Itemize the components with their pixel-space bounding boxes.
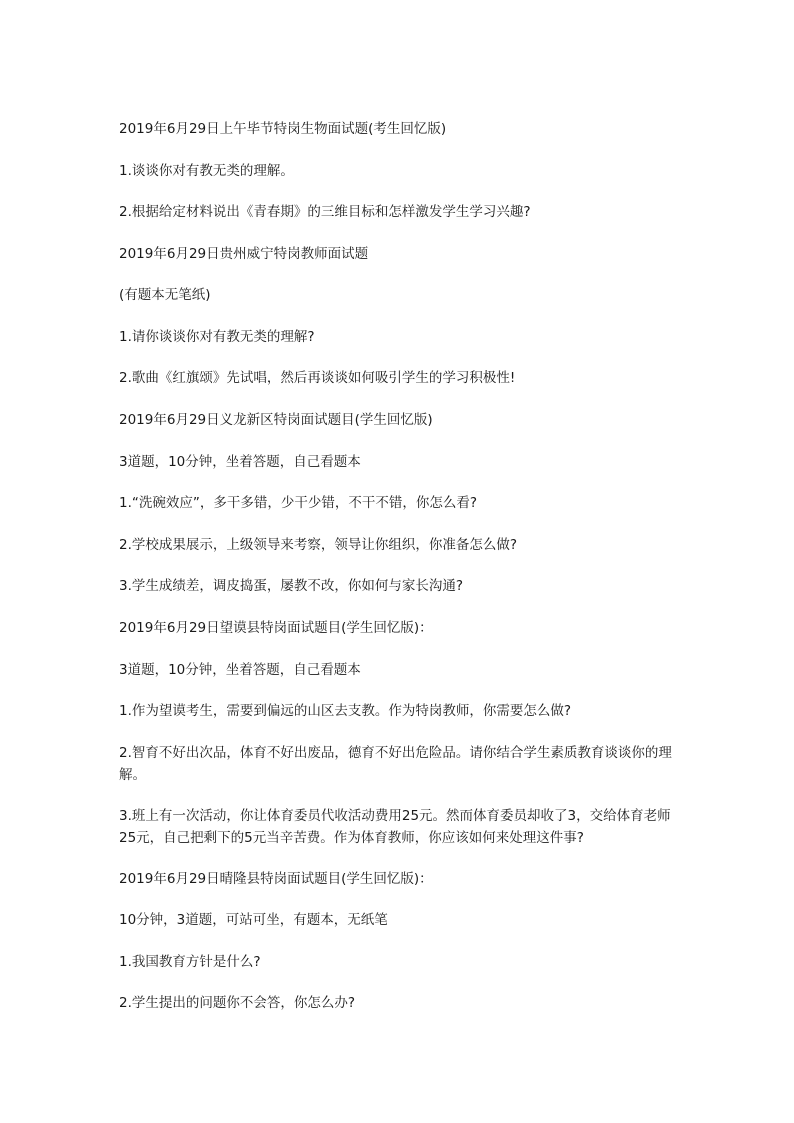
question-line: 2.学校成果展示，上级领导来考察，领导让你组织，你准备怎么做? (119, 537, 518, 553)
note-line: 3道题，10分钟，坐着答题，自己看题本 (119, 662, 361, 678)
note-line: 3道题，10分钟，坐着答题，自己看题本 (119, 454, 361, 470)
question-line: 2.学生提出的问题你不会答，你怎么办? (119, 995, 356, 1011)
question-line: 1.作为望谟考生，需要到偏远的山区去支教。作为特岗教师，你需要怎么做? (119, 703, 572, 719)
question-line: 1.“洗碗效应”，多干多错，少干少错，不干不错，你怎么看? (119, 495, 478, 511)
question-line: 1.请你谈谈你对有教无类的理解? (119, 329, 315, 345)
section-heading-yilong: 2019年6月29日义龙新区特岗面试题目(学生回忆版) (119, 412, 433, 428)
question-line: 3.学生成绩差，调皮捣蛋，屡教不改，你如何与家长沟通? (119, 578, 464, 594)
question-line: 2.根据给定材料说出《青春期》的三维目标和怎样激发学生学习兴趣? (119, 204, 531, 220)
question-line: 2.智育不好出次品，体育不好出废品，德育不好出危险品。请你结合学生素质教育谈谈你的理解。 (119, 745, 672, 783)
question-line: 2.歌曲《红旗颂》先试唱，然后再谈谈如何吸引学生的学习积极性! (119, 370, 516, 386)
question-line: 3.班上有一次活动，你让体育委员代收活动费用25元。然而体育委员却收了3，交给体育老师25元，自己把剩下的5元当辛苦费。作为体育教师，你应该如何来处理这件事? (119, 808, 671, 846)
section-heading-qinglong: 2019年6月29日晴隆县特岗面试题目(学生回忆版)： (119, 871, 433, 887)
question-line: 1.我国教育方针是什么? (119, 954, 261, 970)
section-heading-bijie: 2019年6月29日上午毕节特岗生物面试题(考生回忆版) (119, 121, 447, 137)
note-line: (有题本无笔纸) (119, 287, 211, 303)
note-line: 10分钟，3道题，可站可坐，有题本，无纸笔 (119, 912, 388, 928)
section-heading-wangmo: 2019年6月29日望谟县特岗面试题目(学生回忆版)： (119, 620, 433, 636)
section-heading-weining: 2019年6月29日贵州威宁特岗教师面试题 (119, 246, 369, 262)
question-line: 1.谈谈你对有教无类的理解。 (119, 163, 294, 179)
